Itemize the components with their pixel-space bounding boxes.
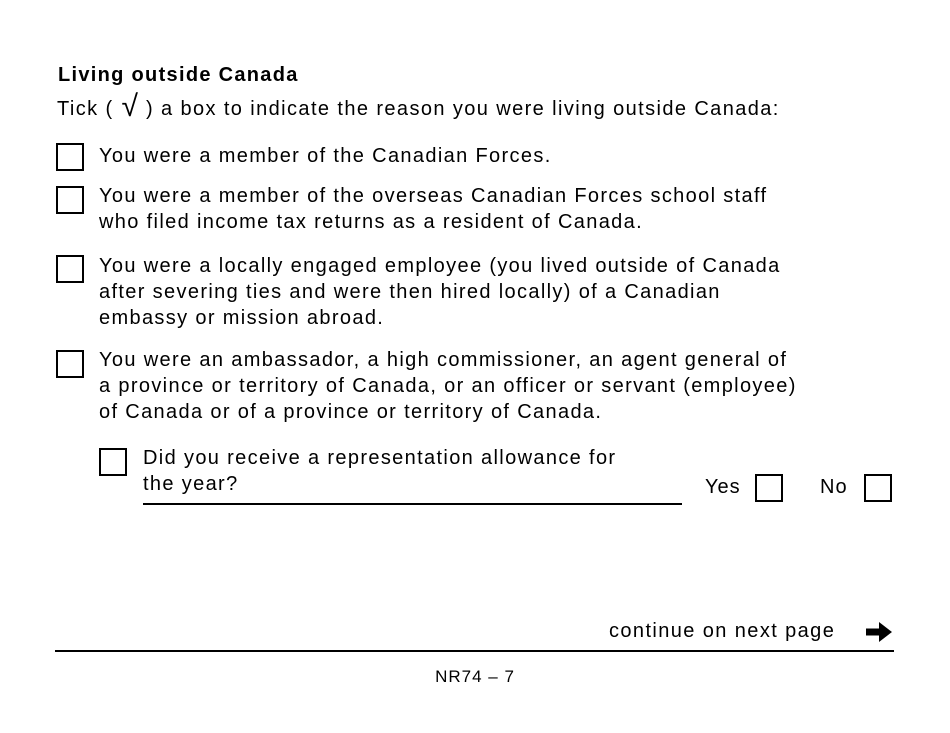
arrow-right-icon: [864, 620, 894, 644]
representation-allowance-question: [143, 445, 616, 497]
no-label: No: [820, 476, 848, 498]
footer-divider: [55, 650, 894, 652]
option-line: You were an ambassador, a high commissioner, an agent general of: [99, 349, 788, 371]
option-line: after severing ties and were then hired locally) of a Canadian: [99, 281, 721, 303]
yes-label: Yes: [705, 476, 741, 498]
page-number: NR74 – 7: [435, 667, 515, 686]
instruction-after: ) a box to indicate the reason you were living outside Canada:: [145, 98, 780, 120]
checkbox-locally-engaged[interactable]: [56, 255, 84, 283]
checkbox-canadian-forces[interactable]: [56, 143, 84, 171]
question-line: the year?: [143, 473, 239, 495]
option-line: embassy or mission abroad.: [99, 307, 385, 329]
option-line: a province or territory of Canada, or an officer or servant (employee): [99, 375, 797, 397]
tick-mark-icon: √: [121, 90, 138, 123]
option-ambassador: [99, 347, 797, 425]
checkbox-ambassador[interactable]: [56, 350, 84, 378]
instruction-text: [57, 90, 780, 123]
option-canadian-forces: [99, 143, 552, 169]
option-line: of Canada or of a province or territory of Canada.: [99, 401, 603, 423]
option-line: You were a locally engaged employee (you lived outside of Canada: [99, 255, 781, 277]
yes-checkbox[interactable]: [755, 474, 783, 502]
checkbox-representation-allowance[interactable]: [99, 448, 127, 476]
checkbox-overseas-school-staff[interactable]: [56, 186, 84, 214]
question-line: Did you receive a representation allowance for: [143, 447, 617, 469]
no-checkbox[interactable]: [864, 474, 892, 502]
option-locally-engaged: [99, 253, 781, 331]
option-overseas-school-staff: [99, 183, 767, 235]
section-heading: Living outside Canada: [58, 64, 299, 86]
option-line: You were a member of the overseas Canadian Forces school staff: [99, 185, 768, 207]
option-line: You were a member of the Canadian Forces.: [99, 145, 552, 167]
instruction-before: Tick (: [57, 98, 114, 120]
question-underline: [143, 503, 682, 505]
option-line: who filed income tax returns as a resident of Canada.: [99, 211, 644, 233]
continue-next-page-link[interactable]: continue on next page: [609, 620, 836, 642]
